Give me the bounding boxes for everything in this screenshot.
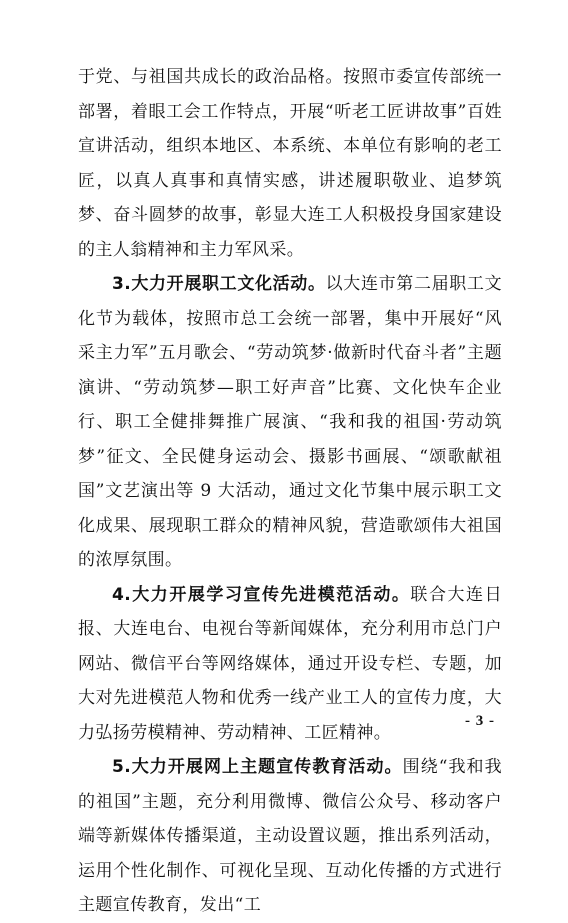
section-heading-3: 3.大力开展职工文化活动。 [112, 274, 326, 294]
paragraph-continuation [78, 60, 502, 267]
paragraph-body: 围绕“我和我的祖国”主题，充分利用微博、微信公众号、移动客户端等新媒体传播渠道，主动设置议题，推出系列活动，运用个性化制作、可视化呈现、互动化传播的方式进行主题宣传教育，发出“工 [78, 757, 503, 915]
body-text [78, 60, 502, 923]
page-number: - 3 - [465, 713, 495, 729]
section-heading-5: 5.大力开展网上主题宣传教育活动。 [112, 757, 403, 777]
paragraph-online-education-activities [78, 750, 502, 923]
paragraph-staff-culture-activities [78, 267, 502, 578]
paragraph-model-publicity-activities [78, 578, 502, 751]
paragraph-body: 以大连市第二届职工文化节为载体，按照市总工会统一部署，集中开展好“风采主力军”五月歌会、“劳动筑梦·做新时代奋斗者”主题演讲、“劳动筑梦—职工好声音”比赛、文化快车企业行、职工全健排舞推广展演、“我和我的祖国·劳动筑梦”征文、全民健身运动会、摄影书画展、“颂歌献祖国”文艺演出等 9 大活动，通过文化节集中展示职工文化成果、展现职工群众的精神风貌，营造歌颂伟大祖国的浓厚氛围。 [78, 274, 502, 570]
paragraph-body: 于党、与祖国共成长的政治品格。按照市委宣传部统一部署，着眼工会工作特点，开展“听老工匠讲故事”百姓宣讲活动，组织本地区、本系统、本单位有影响的老工匠，以真人真事和真情实感，讲述履职敬业、追梦筑梦、奋斗圆梦的故事，彰显大连工人积极投身国家建设的主人翁精神和主力军风采。 [78, 67, 502, 260]
paragraph-body: 联合大连日报、大连电台、电视台等新闻媒体，充分利用市总门户网站、微信平台等网络媒体，通过开设专栏、专题，加大对先进模范人物和优秀一线产业工人的宣传力度，大力弘扬劳模精神、劳动精神、工匠精神。 [78, 584, 503, 743]
section-heading-4: 4.大力开展学习宣传先进模范活动。 [112, 584, 411, 605]
